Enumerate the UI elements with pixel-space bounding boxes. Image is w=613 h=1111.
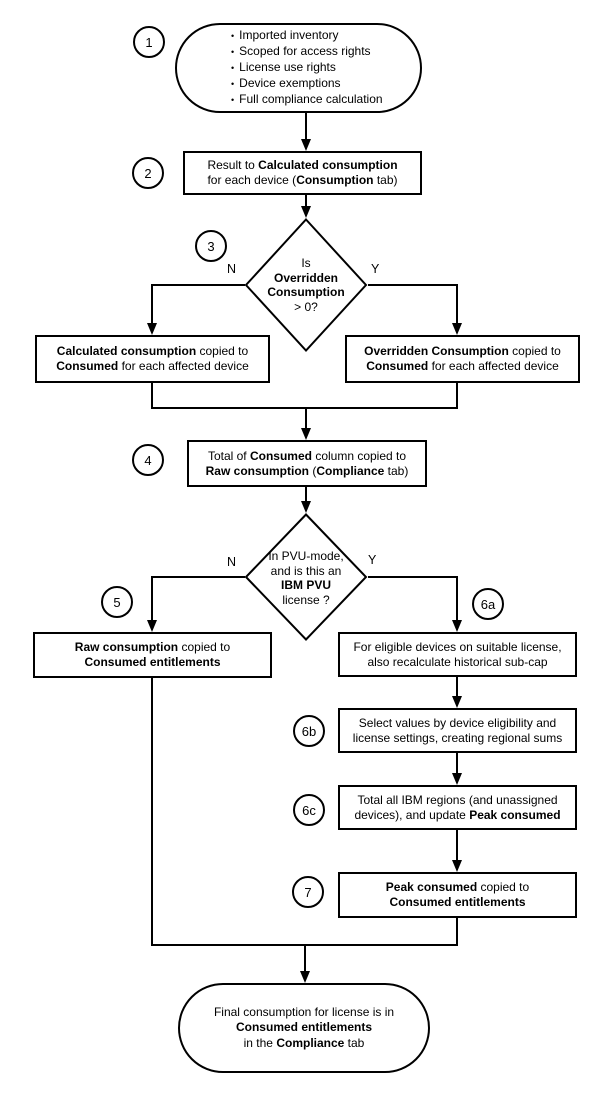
decision1-line: Consumption bbox=[267, 285, 345, 299]
process-select-values-regional-sums bbox=[338, 708, 577, 753]
decision2-line: IBM PVU bbox=[280, 578, 331, 592]
step-circle-6b bbox=[293, 715, 325, 747]
start-item: • Device exemptions bbox=[231, 76, 341, 90]
arrowhead-6b-to-6c bbox=[452, 773, 462, 785]
connector-overridden-copied-down bbox=[456, 381, 458, 409]
process-line: Consumed entitlements bbox=[84, 655, 221, 669]
connector-calc-copied-down bbox=[151, 381, 153, 409]
connector-merge1-to-total bbox=[305, 407, 307, 430]
branch-label-no-decision2: N bbox=[227, 555, 237, 569]
start-item: • Full compliance calculation bbox=[231, 92, 383, 106]
end-node bbox=[178, 983, 430, 1073]
step-number-6b: 6b bbox=[301, 723, 317, 739]
process-line: Consumed for each affected device bbox=[366, 359, 559, 373]
step-number-1: 1 bbox=[145, 34, 153, 50]
process-line: Overridden Consumption copied to bbox=[364, 344, 561, 358]
process-line: Select values by device eligibility and bbox=[358, 715, 557, 730]
process-recalculate-historical-subcap bbox=[338, 632, 577, 677]
start-item: • Imported inventory bbox=[231, 28, 339, 42]
process-line: license settings, creating regional sums bbox=[352, 730, 563, 745]
start-node bbox=[175, 23, 422, 113]
step-number-5: 5 bbox=[113, 594, 121, 610]
connector-raw-copied-down bbox=[151, 676, 153, 946]
process-line: Peak consumed copied to bbox=[385, 880, 530, 894]
connector-decision1-yes-horizontal bbox=[368, 284, 458, 286]
arrowhead-result-to-decision1 bbox=[301, 206, 311, 218]
step-number-2: 2 bbox=[144, 165, 152, 181]
decision1-line: Overridden bbox=[273, 270, 339, 285]
connector-decision1-no-vertical bbox=[151, 284, 153, 325]
arrowhead-decision2-yes bbox=[452, 620, 462, 632]
connector-decision2-yes-vertical bbox=[456, 576, 458, 622]
arrowhead-6a-to-6b bbox=[452, 696, 462, 708]
process-result-to-calculated-consumption bbox=[183, 151, 422, 195]
decision-overridden-consumption bbox=[246, 256, 366, 314]
arrowhead-merge2-to-end bbox=[300, 971, 310, 983]
arrowhead-total-to-decision2 bbox=[301, 501, 311, 513]
start-item: • License use rights bbox=[231, 60, 336, 74]
connector-6b-to-6c bbox=[456, 752, 458, 775]
process-line: devices), and update Peak consumed bbox=[354, 807, 561, 822]
end-line: Final consumption for license is in bbox=[213, 1004, 395, 1019]
decision2-line: license ? bbox=[282, 592, 330, 607]
connector-decision1-no-horizontal bbox=[151, 284, 245, 286]
connector-decision2-no-horizontal bbox=[151, 576, 245, 578]
connector-6a-to-6b bbox=[456, 676, 458, 698]
process-line: Consumed for each affected device bbox=[56, 359, 249, 373]
start-item: • Scoped for access rights bbox=[231, 44, 371, 58]
step-circle-4 bbox=[132, 444, 164, 476]
step-circle-2 bbox=[132, 157, 164, 189]
arrowhead-6c-to-7 bbox=[452, 860, 462, 872]
decision-pvu-mode bbox=[246, 549, 366, 607]
decision2-line: In PVU-mode, bbox=[268, 549, 344, 563]
process-line: Raw consumption (Compliance tab) bbox=[205, 463, 409, 478]
connector-decision2-no-vertical bbox=[151, 576, 153, 622]
process-line: For eligible devices on suitable license, bbox=[353, 639, 562, 654]
step-number-7: 7 bbox=[304, 884, 312, 900]
arrowhead-decision2-no bbox=[147, 620, 157, 632]
process-line: also recalculate historical sub-cap bbox=[367, 654, 548, 669]
decision1-line: > 0? bbox=[294, 299, 318, 314]
process-line: Result to Calculated consumption bbox=[207, 158, 398, 172]
step-circle-3 bbox=[195, 230, 227, 262]
process-total-consumed-to-raw-consumption bbox=[187, 440, 427, 487]
step-number-4: 4 bbox=[144, 452, 152, 468]
process-raw-copied-to-consumed-entitlements bbox=[33, 632, 272, 678]
end-line: in the Compliance tab bbox=[243, 1035, 365, 1050]
decision2-line: and is this an bbox=[270, 563, 342, 578]
process-peak-copied-to-consumed-entitlements bbox=[338, 872, 577, 918]
process-line: Total all IBM regions (and unassigned bbox=[357, 792, 558, 807]
connector-decision2-yes-horizontal bbox=[368, 576, 458, 578]
step-number-6c: 6c bbox=[302, 802, 316, 818]
step-number-3: 3 bbox=[207, 238, 215, 254]
process-overridden-copied-to-consumed bbox=[345, 335, 580, 383]
branch-label-no-decision1: N bbox=[227, 262, 237, 276]
arrowhead-decision1-yes bbox=[452, 323, 462, 335]
connector-merge2-to-end bbox=[304, 945, 306, 973]
process-line: Calculated consumption copied to bbox=[56, 344, 249, 358]
step-number-6a: 6a bbox=[480, 596, 496, 612]
step-circle-7 bbox=[292, 876, 324, 908]
decision1-line: Is bbox=[301, 256, 311, 270]
bullet-icon: • bbox=[231, 79, 235, 89]
connector-6c-to-7 bbox=[456, 829, 458, 862]
bullet-icon: • bbox=[231, 47, 235, 57]
step-circle-5 bbox=[101, 586, 133, 618]
arrowhead-merge1-to-total bbox=[301, 428, 311, 440]
step-circle-1 bbox=[133, 26, 165, 58]
arrowhead-decision1-no bbox=[147, 323, 157, 335]
bullet-icon: • bbox=[231, 63, 235, 73]
arrowhead-start-to-result bbox=[301, 139, 311, 151]
process-total-ibm-regions-peak-consumed bbox=[338, 785, 577, 830]
process-line: Raw consumption copied to bbox=[74, 640, 231, 654]
process-line: Total of Consumed column copied to bbox=[207, 448, 407, 463]
branch-label-yes-decision1: Y bbox=[371, 262, 380, 276]
process-calculated-copied-to-consumed bbox=[35, 335, 270, 383]
branch-label-yes-decision2: Y bbox=[368, 553, 377, 567]
connector-decision1-yes-vertical bbox=[456, 284, 458, 325]
connector-peak-copied-down bbox=[456, 916, 458, 946]
step-circle-6c bbox=[293, 794, 325, 826]
connector-start-to-result bbox=[305, 111, 307, 141]
process-line: Consumed entitlements bbox=[389, 895, 526, 909]
step-circle-6a bbox=[472, 588, 504, 620]
process-line: for each device (Consumption tab) bbox=[207, 173, 398, 187]
bullet-icon: • bbox=[231, 31, 235, 41]
bullet-icon: • bbox=[231, 95, 235, 105]
end-line: Consumed entitlements bbox=[235, 1020, 373, 1035]
